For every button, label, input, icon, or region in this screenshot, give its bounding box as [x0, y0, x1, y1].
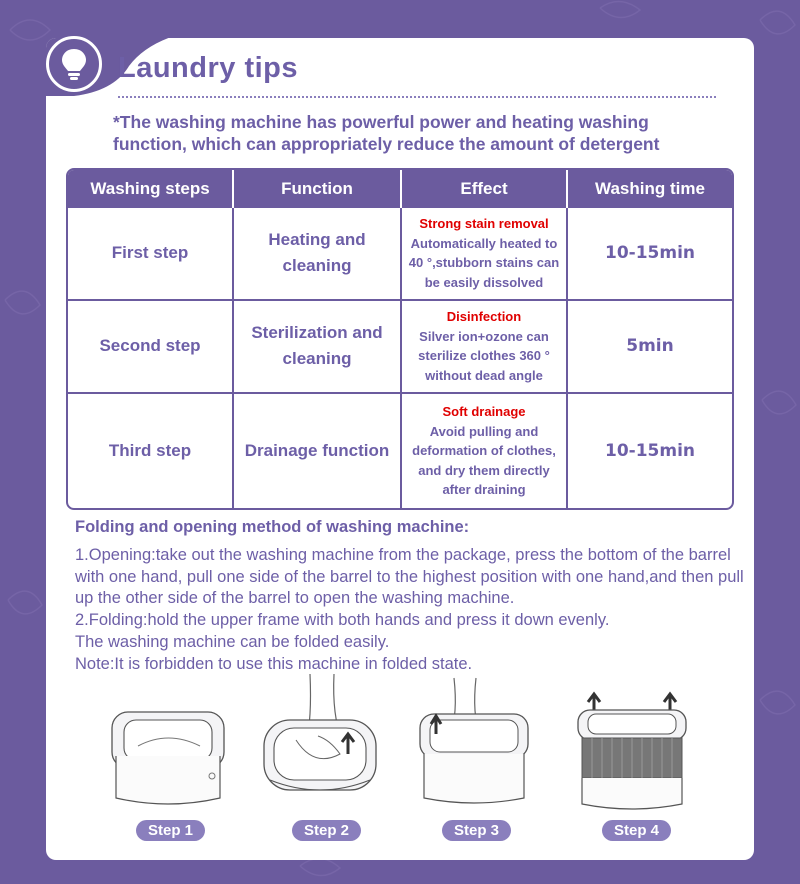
effect-text: Silver ion+ozone can sterilize clothes 360 ° without dead angle — [418, 328, 550, 383]
detergent-note: *The washing machine has powerful power and heating washing function, which can appropriately reduce the amount of detergent — [113, 112, 660, 154]
step-3-label: Step 3 — [442, 820, 511, 841]
folding-line: The washing machine can be folded easily. — [75, 632, 390, 651]
washer-opened-illustration — [572, 686, 692, 816]
step-2-label: Step 2 — [292, 820, 361, 841]
table-header-row — [68, 170, 732, 208]
table-row — [68, 392, 732, 508]
table-row — [68, 208, 732, 299]
time-cell: 10-15min — [604, 243, 695, 264]
effect-text: Avoid pulling and deformation of clothes, and dry them directly after draining — [412, 423, 556, 498]
step-illustrations — [96, 670, 716, 850]
step-1-label: Step 1 — [136, 820, 205, 841]
page-title: Laundry tips — [118, 52, 299, 84]
folding-line: Note:It is forbidden to use this machine in folded state. — [75, 654, 473, 673]
function-cell: Drainage function — [234, 392, 402, 508]
time-cell: 5min — [568, 299, 732, 392]
folding-line: 2.Folding:hold the upper frame with both hands and press it down evenly. — [75, 611, 610, 630]
header-washing-time: Washing time — [568, 170, 732, 208]
step-cell: First step — [68, 208, 234, 299]
hands-press-illustration — [260, 670, 380, 820]
folding-heading: Folding and opening method of washing machine: — [75, 518, 470, 536]
function-cell: Sterilization and cleaning — [234, 299, 402, 392]
step-cell: Second step — [68, 299, 234, 392]
function-cell: Heating and cleaning — [234, 208, 402, 299]
folding-line: 1.Opening:take out the washing machine from the package, press the bottom of the barrel with one hand, pull one side of the barrel to the highest position with one hand,and then pull up the other side of the barrel to open the washing machine. — [75, 545, 744, 608]
time-cell: 10-15min — [568, 392, 732, 508]
effect-cell — [402, 299, 568, 392]
header-washing-steps: Washing steps — [68, 170, 234, 208]
effect-title: Disinfection — [446, 309, 522, 325]
header-function: Function — [234, 170, 402, 208]
effect-title: Strong stain removal — [419, 216, 549, 232]
washing-steps-table — [66, 168, 734, 510]
table-row — [68, 299, 732, 392]
lightbulb-icon — [46, 36, 102, 92]
header-effect: Effect — [402, 170, 568, 208]
effect-title: Soft drainage — [442, 404, 526, 420]
effect-cell — [402, 208, 568, 299]
step-cell: Third step — [68, 392, 234, 508]
effect-text: Automatically heated to 40 °,stubborn stains can be easily dissolved — [408, 235, 560, 290]
washer-open-illustration — [108, 706, 228, 816]
step-4-label: Step 4 — [602, 820, 671, 841]
folding-instructions — [75, 517, 747, 676]
effect-cell — [402, 392, 568, 508]
dotted-divider — [118, 96, 716, 98]
hand-pull-illustration — [414, 674, 534, 814]
